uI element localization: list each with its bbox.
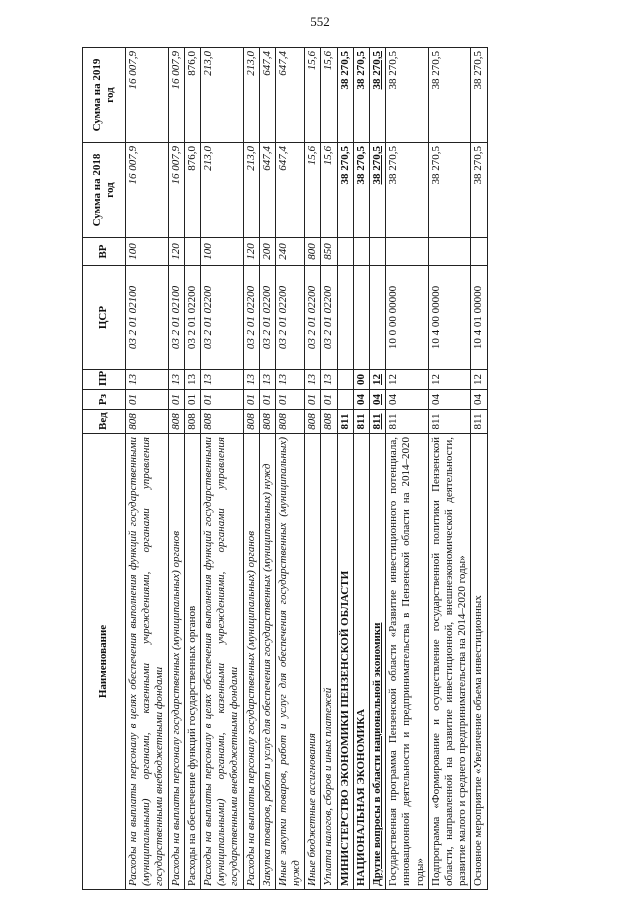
cell-ved: 811 (428, 410, 471, 434)
cell-ved: 808 (126, 410, 169, 434)
cell-name: Иные закупки товаров, работ и услуг для обеспечения государственных (муниципальных) нужд (275, 434, 304, 890)
cell-name: Расходы на обеспечение функций государственных органов (184, 434, 200, 890)
cell-sum-2019: 647,4 (259, 48, 275, 143)
cell-pr: 13 (168, 370, 184, 390)
cell-csr: 03 2 01 02200 (275, 266, 304, 370)
cell-ved: 808 (168, 410, 184, 434)
cell-vr: 100 (126, 238, 169, 266)
cell-rz: 01 (168, 390, 184, 410)
table-row (386, 48, 429, 890)
cell-sum-2018: 15,6 (321, 143, 337, 238)
cell-ved: 808 (184, 410, 200, 434)
cell-sum-2019: 15,6 (305, 48, 321, 143)
cell-csr: 03 2 01 02200 (321, 266, 337, 370)
cell-rz: 01 (259, 390, 275, 410)
table-row (184, 48, 200, 890)
header-ved: Вед (83, 410, 126, 434)
cell-pr: 13 (126, 370, 169, 390)
cell-ved: 811 (370, 410, 386, 434)
table-row (168, 48, 184, 890)
cell-ved: 808 (321, 410, 337, 434)
rotated-table-inner (82, 48, 607, 890)
cell-pr: 12 (370, 370, 386, 390)
cell-csr: 03 2 01 02200 (184, 266, 200, 370)
cell-sum-2019: 38 270,5 (471, 48, 487, 143)
table-row (471, 48, 487, 890)
cell-ved: 808 (259, 410, 275, 434)
header-pr: ПР (83, 370, 126, 390)
table-row (200, 48, 243, 890)
cell-sum-2018: 38 270,5 (353, 143, 369, 238)
cell-pr: 13 (305, 370, 321, 390)
cell-ved: 808 (243, 410, 259, 434)
table-header-row (83, 48, 126, 890)
cell-rz: 04 (353, 390, 369, 410)
cell-sum-2019: 16 007,9 (126, 48, 169, 143)
cell-vr: 120 (243, 238, 259, 266)
cell-vr (337, 238, 353, 266)
cell-pr: 12 (428, 370, 471, 390)
cell-ved: 811 (353, 410, 369, 434)
cell-sum-2018: 38 270,5 (337, 143, 353, 238)
page-number: 552 (310, 14, 330, 29)
cell-name: Расходы на выплаты персоналу государственных (муниципальных) органов (243, 434, 259, 890)
cell-rz: 01 (321, 390, 337, 410)
cell-sum-2019: 38 270,5 (337, 48, 353, 143)
header-sum-2018: Сумма на 2018 год (83, 143, 126, 238)
cell-rz: 01 (275, 390, 304, 410)
cell-vr: 200 (259, 238, 275, 266)
cell-pr: 12 (386, 370, 429, 390)
cell-sum-2018: 876,0 (184, 143, 200, 238)
cell-vr: 100 (200, 238, 243, 266)
table-row (321, 48, 337, 890)
cell-sum-2019: 213,0 (200, 48, 243, 143)
cell-sum-2019: 15,6 (321, 48, 337, 143)
cell-sum-2018: 213,0 (200, 143, 243, 238)
cell-sum-2018: 647,4 (275, 143, 304, 238)
cell-name: Иные бюджетные ассигнования (305, 434, 321, 890)
budget-table (82, 47, 488, 890)
cell-rz: 01 (184, 390, 200, 410)
cell-vr (428, 238, 471, 266)
cell-ved: 811 (337, 410, 353, 434)
table-row (428, 48, 471, 890)
cell-sum-2018: 38 270,5 (386, 143, 429, 238)
table-row (126, 48, 169, 890)
table-row (275, 48, 304, 890)
cell-vr (471, 238, 487, 266)
cell-csr (353, 266, 369, 370)
table-row (337, 48, 353, 890)
cell-sum-2018: 213,0 (243, 143, 259, 238)
cell-sum-2019: 213,0 (243, 48, 259, 143)
table-row (243, 48, 259, 890)
cell-rz: 04 (386, 390, 429, 410)
cell-name: Основное мероприятие «Увеличение объема инвестиционных (471, 434, 487, 890)
header-rz: Рз (83, 390, 126, 410)
cell-name: МИНИСТЕРСТВО ЭКОНОМИКИ ПЕНЗЕНСКОЙ ОБЛАСТИ (337, 434, 353, 890)
cell-rz (337, 390, 353, 410)
cell-pr: 13 (321, 370, 337, 390)
cell-csr: 03 2 01 02200 (305, 266, 321, 370)
cell-name: Другие вопросы в области национальной экономики (370, 434, 386, 890)
cell-rz: 01 (243, 390, 259, 410)
cell-csr: 03 2 01 02200 (200, 266, 243, 370)
cell-csr: 03 2 01 02100 (126, 266, 169, 370)
cell-sum-2018: 15,6 (305, 143, 321, 238)
cell-rz: 04 (428, 390, 471, 410)
cell-rz: 01 (126, 390, 169, 410)
cell-ved: 808 (200, 410, 243, 434)
cell-csr: 10 0 00 00000 (386, 266, 429, 370)
cell-csr (370, 266, 386, 370)
cell-sum-2019: 38 270,5 (428, 48, 471, 143)
cell-csr: 03 2 01 02200 (243, 266, 259, 370)
cell-vr (184, 238, 200, 266)
cell-sum-2018: 16 007,9 (126, 143, 169, 238)
cell-name: Закупка товаров, работ и услуг для обеспечения государственных (муниципальных) нужд (259, 434, 275, 890)
cell-sum-2018: 38 270,5 (370, 143, 386, 238)
table-row (305, 48, 321, 890)
rotated-table-frame (82, 48, 607, 890)
table-row (259, 48, 275, 890)
cell-pr: 13 (275, 370, 304, 390)
cell-csr: 03 2 01 02100 (168, 266, 184, 370)
cell-pr: 13 (184, 370, 200, 390)
header-sum-2019: Сумма на 2019 год (83, 48, 126, 143)
cell-sum-2019: 38 270,5 (386, 48, 429, 143)
cell-vr: 240 (275, 238, 304, 266)
cell-rz: 01 (200, 390, 243, 410)
cell-sum-2019: 647,4 (275, 48, 304, 143)
cell-csr: 10 4 01 00000 (471, 266, 487, 370)
cell-csr: 03 2 01 02200 (259, 266, 275, 370)
cell-sum-2019: 16 007,9 (168, 48, 184, 143)
cell-name: Расходы на выплаты персоналу государственных (муниципальных) органов (168, 434, 184, 890)
cell-sum-2018: 38 270,5 (471, 143, 487, 238)
header-csr: ЦСР (83, 266, 126, 370)
cell-rz: 04 (370, 390, 386, 410)
cell-sum-2018: 16 007,9 (168, 143, 184, 238)
cell-pr (337, 370, 353, 390)
header-name: Наименование (83, 434, 126, 890)
cell-sum-2019: 38 270,5 (353, 48, 369, 143)
cell-rz: 04 (471, 390, 487, 410)
cell-vr (386, 238, 429, 266)
cell-name: НАЦИОНАЛЬНАЯ ЭКОНОМИКА (353, 434, 369, 890)
cell-vr (370, 238, 386, 266)
cell-pr: 13 (243, 370, 259, 390)
cell-name: Расходы на выплаты персоналу в целях обеспечения выполнения функций государственными (муниципальными) органами, казенными учреждениями, органами управления государственными внебюджетными фондами (200, 434, 243, 890)
cell-csr: 10 4 00 00000 (428, 266, 471, 370)
cell-vr (353, 238, 369, 266)
cell-name: Подпрограмма «Формирование и осуществление государственной политики Пензенской области, направленной на развитие инвестиционной, внешнеэкономической деятельности, развитие малого и среднего предпринимательства на 2014–2020 годы» (428, 434, 471, 890)
cell-rz: 01 (305, 390, 321, 410)
cell-pr: 13 (200, 370, 243, 390)
cell-name: Расходы на выплаты персоналу в целях обеспечения выполнения функций государственными (муниципальными) органами, казенными учреждениями, органами управления государственными внебюджетными фондами (126, 434, 169, 890)
cell-vr: 120 (168, 238, 184, 266)
cell-name: Уплата налогов, сборов и иных платежей (321, 434, 337, 890)
cell-name: Государственная программа Пензенской области «Развитие инвестиционного потенциала, инновационной деятельности и предпринимательства в Пензенской области на 2014–2020 годы» (386, 434, 429, 890)
cell-csr (337, 266, 353, 370)
cell-pr: 00 (353, 370, 369, 390)
cell-pr: 12 (471, 370, 487, 390)
cell-vr: 800 (305, 238, 321, 266)
table-body (126, 48, 488, 890)
cell-ved: 811 (386, 410, 429, 434)
cell-ved: 808 (275, 410, 304, 434)
cell-vr: 850 (321, 238, 337, 266)
table-row (370, 48, 386, 890)
cell-sum-2018: 38 270,5 (428, 143, 471, 238)
cell-ved: 811 (471, 410, 487, 434)
table-row (353, 48, 369, 890)
cell-pr: 13 (259, 370, 275, 390)
cell-sum-2018: 647,4 (259, 143, 275, 238)
cell-ved: 808 (305, 410, 321, 434)
cell-sum-2019: 876,0 (184, 48, 200, 143)
cell-sum-2019: 38 270,5 (370, 48, 386, 143)
header-vr: ВР (83, 238, 126, 266)
